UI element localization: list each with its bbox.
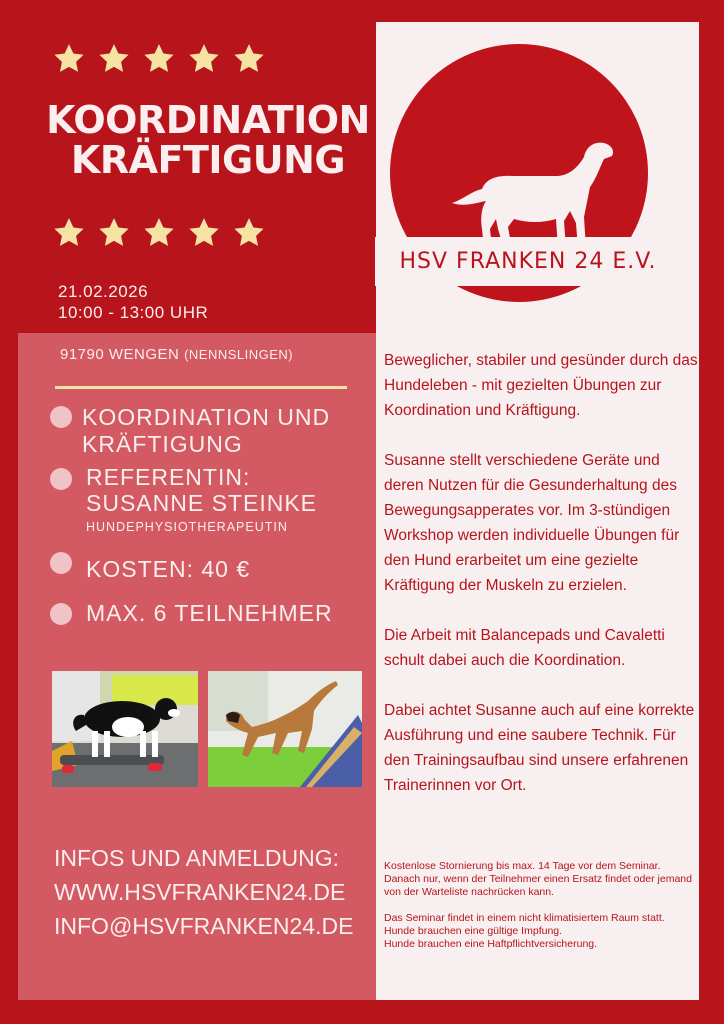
description-paragraph: Susanne stellt verschiedene Geräte und deren Nutzen für die Gesunderhaltung des Bewegungsapperates vor. Im 3-stündigen Workshop werden individuelle Übungen für den Hund erarbeitet um eine gezielte Kräftigung der Muskeln zu erzielen. [384,452,680,594]
contact-website-link[interactable]: WWW.HSVFRANKEN24.DE [54,879,346,905]
speaker-profession: HUNDEPHYSIOTHERAPEUTIN [86,520,288,534]
info-panel [18,333,376,1000]
info-item-speaker-line2: SUSANNE STEINKE [86,490,317,516]
info-item-speaker [86,464,317,516]
event-date-time [58,281,208,323]
fine-print-vaccination: Hunde brauchen eine gültige Impfung. [384,925,563,937]
fine-print-cancellation: Kostenlose Stornierung bis max. 14 Tage vor dem Seminar. Danach nur, wenn der Teilnehmer einen Ersatz findet oder jemand von der Warteliste nachrücken kann. [384,860,692,898]
club-name: HSV FRANKEN 24 E.V. [375,237,681,286]
star-icon [142,42,176,76]
star-icon [52,216,86,250]
club-logo [390,44,657,302]
bullet-dot-icon [50,468,72,490]
photo-dog-balance [52,671,198,787]
star-icon [142,216,176,250]
divider [55,386,347,389]
star-icon [232,216,266,250]
star-icon [187,216,221,250]
contact-heading: INFOS UND ANMELDUNG: [54,845,339,871]
star-icon [97,42,131,76]
description-paragraph: Dabei achtet Susanne auch auf eine korrekte Ausführung und eine saubere Technik. Für den Trainingsaufbau sind unsere erfahrenen Trainerinnen vor Ort. [384,702,695,794]
description-text [384,348,702,823]
bullet-dot-icon [50,603,72,625]
info-item-topic-line2: KRÄFTIGUNG [82,431,243,457]
stars-top [52,42,266,76]
info-item-speaker-line1: REFERENTIN: [86,464,251,490]
bullet-dot-icon [50,406,72,428]
event-date: 21.02.2026 [58,282,149,301]
fine-print [384,860,696,951]
bullet-dot-icon [50,552,72,574]
info-item-topic-line1: KOORDINATION UND [82,404,331,430]
fine-print-room: Das Seminar findet in einem nicht klimatisiertem Raum statt. [384,912,665,924]
info-item-cost: KOSTEN: 40 € [86,556,251,582]
star-icon [52,42,86,76]
info-item-participants: MAX. 6 TEILNEHMER [86,600,333,626]
info-item-topic [82,404,330,458]
location-city: 91790 WENGEN [60,346,180,363]
contact-block [54,841,353,943]
page-title [30,100,386,180]
photo-dog-ramp [208,671,362,787]
title-line-1: KOORDINATION [46,98,370,142]
star-icon [232,42,266,76]
description-paragraph: Beweglicher, stabiler und gesünder durch das Hundeleben - mit gezielten Übungen zur Koordination und Kräftigung. [384,352,698,419]
star-icon [97,216,131,250]
contact-email-link[interactable]: INFO@HSVFRANKEN24.DE [54,913,354,939]
title-line-2: KRÄFTIGUNG [70,138,346,182]
location [60,346,293,363]
star-icon [187,42,221,76]
stars-bottom [52,216,266,250]
event-time: 10:00 - 13:00 UHR [58,303,209,322]
description-paragraph: Die Arbeit mit Balancepads und Cavaletti schult dabei auch die Koordination. [384,627,665,669]
fine-print-insurance: Hunde brauchen eine Haftpflichtversicherung. [384,938,598,950]
location-sub: (NENNSLINGEN) [184,347,294,362]
